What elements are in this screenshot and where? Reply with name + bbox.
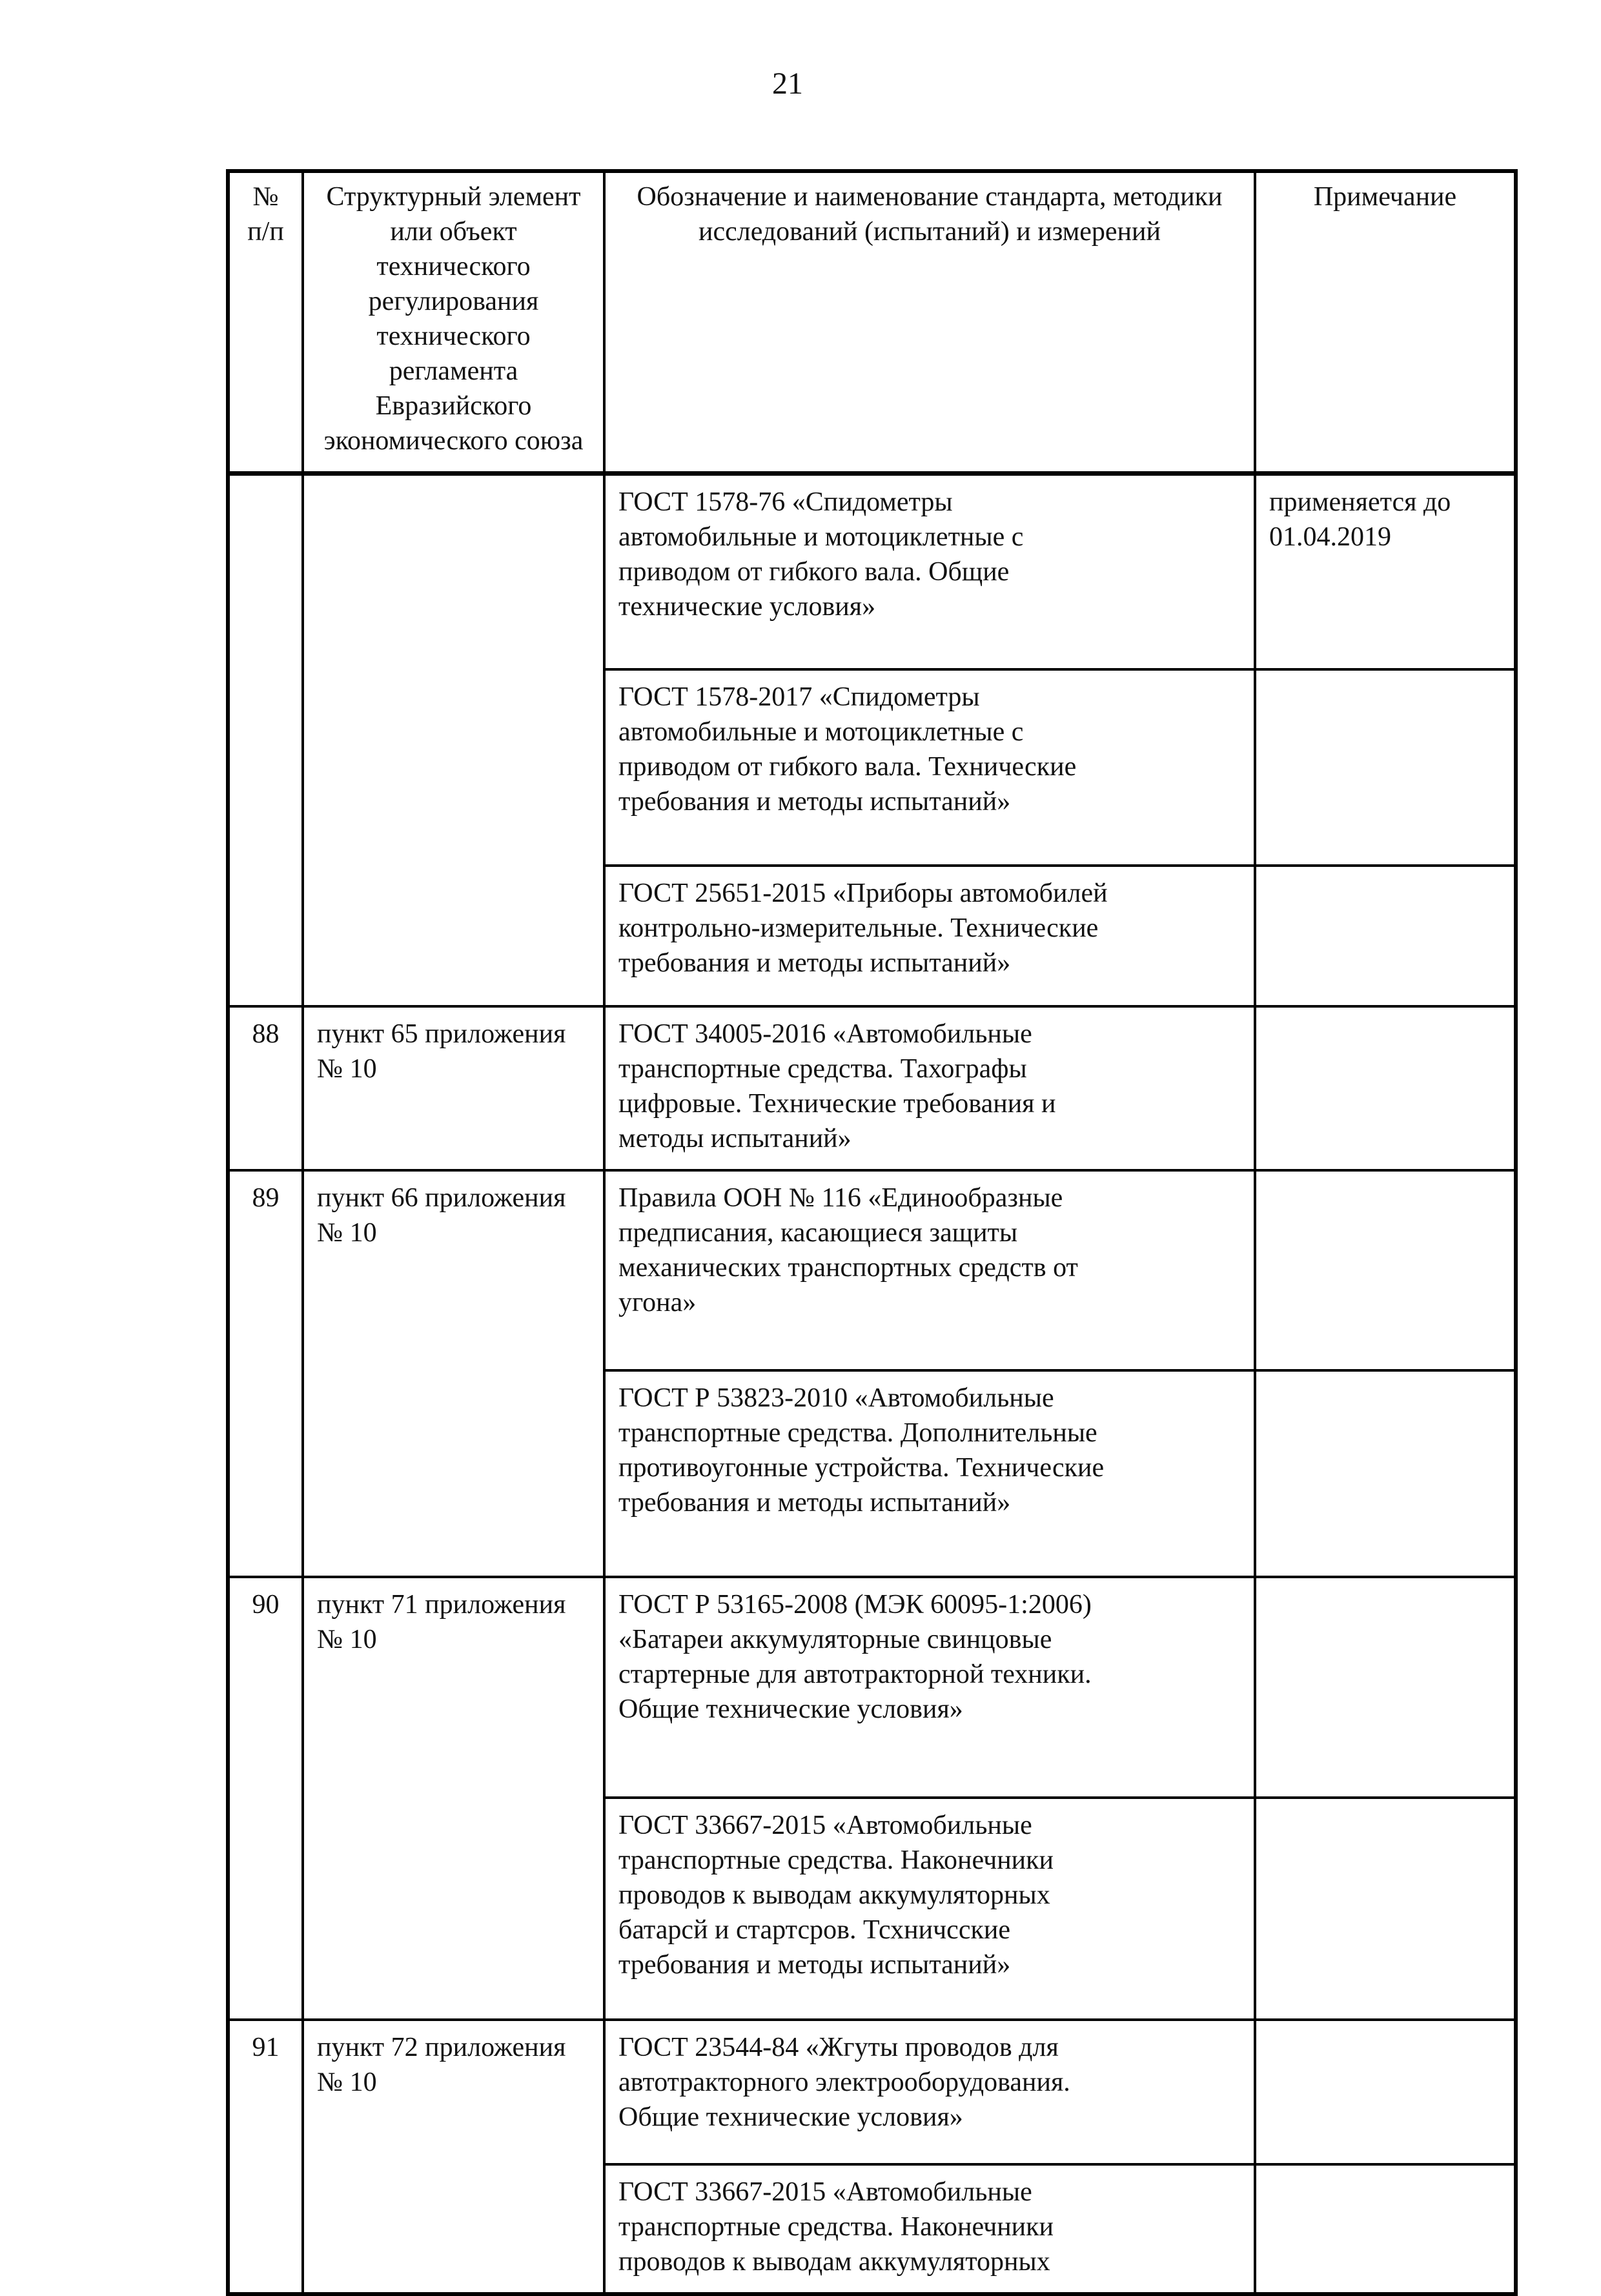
standard-text: ГОСТ 33667-2015 «Автомобильные транспортные средства. Наконечники проводов к выводам аккумуляторных (618, 2177, 1054, 2277)
standard-cell (604, 2020, 1255, 2164)
standard-cell (604, 1170, 1255, 1370)
standard-cell (604, 474, 1255, 670)
note-cell (1255, 2164, 1516, 2294)
column-header-standard: Обозначение и наименование стандарта, методики исследований (испытаний) и измерений (604, 171, 1255, 474)
note-cell (1255, 1370, 1516, 1577)
standard-cell (604, 866, 1255, 1006)
standards-table (226, 169, 1518, 2296)
standard-cell (604, 1798, 1255, 2020)
note-cell (1255, 669, 1516, 866)
table-row (228, 474, 1516, 670)
row-element-cell: пункт 71 приложения № 10 (303, 1577, 604, 2020)
note-cell (1255, 2020, 1516, 2164)
note-cell (1255, 1170, 1516, 1370)
page-number: 21 (772, 66, 803, 101)
note-cell: применяется до 01.04.2019 (1255, 474, 1516, 670)
standard-text: ГОСТ 34005-2016 «Автомобильные транспортные средства. Тахографы цифровые. Технические требования и методы испытаний» (618, 1019, 1056, 1153)
note-cell (1255, 866, 1516, 1006)
table-row (228, 2020, 1516, 2164)
note-cell (1255, 1798, 1516, 2020)
table-row (228, 1170, 1516, 1370)
row-element-cell: пункт 65 приложения № 10 (303, 1006, 604, 1170)
row-num-cell: 91 (228, 2020, 303, 2294)
standard-cell (604, 1577, 1255, 1798)
row-num-cell: 90 (228, 1577, 303, 2020)
note-cell (1255, 1577, 1516, 1798)
standard-text: ГОСТ 23544-84 «Жгуты проводов для автотракторного электрооборудования. Общие технические условия» (618, 2033, 1070, 2132)
standard-text: ГОСТ 1578-2017 «Спидометры автомобильные и мотоциклетные с приводом от гибкого вала. Технические требования и методы испытаний» (618, 682, 1077, 817)
standard-text: Правила ООН № 116 «Единообразные предписания, касающиеся защиты механических транспортных средств от угона» (618, 1183, 1078, 1317)
table-header-row (228, 171, 1516, 474)
row-num-cell: 88 (228, 1006, 303, 1170)
row-num-cell: 89 (228, 1170, 303, 1577)
column-header-note: Примечание (1255, 171, 1516, 474)
row-num-cell (228, 474, 303, 1007)
column-header-num: № п/п (228, 171, 303, 474)
standard-text: ГОСТ 33667-2015 «Автомобильные транспортные средства. Наконечники проводов к выводам аккумуляторных батарсй и стартсров. Тсхничсские требования и методы испытаний» (618, 1811, 1054, 1980)
standard-cell (604, 2164, 1255, 2294)
table-row (228, 1006, 1516, 1170)
standard-cell (604, 669, 1255, 866)
standard-text: ГОСТ Р 53165-2008 (МЭК 60095-1:2006) «Батареи аккумуляторные свинцовые стартерные для автотракторной техники. Общие технические условия» (618, 1590, 1092, 1724)
row-element-cell: пункт 72 приложения № 10 (303, 2020, 604, 2294)
standard-text: ГОСТ Р 53823-2010 «Автомобильные транспортные средства. Дополнительные противоугонные устройства. Технические требования и методы испытаний» (618, 1383, 1105, 1518)
row-element-cell (303, 474, 604, 1007)
standard-text: ГОСТ 25651-2015 «Приборы автомобилей контрольно-измерительные. Технические требования и методы испытаний» (618, 879, 1108, 978)
standard-text: ГОСТ 1578-76 «Спидометры автомобильные и мотоциклетные с приводом от гибкого вала. Общие технические условия» (618, 487, 1024, 622)
note-cell (1255, 1006, 1516, 1170)
standard-cell (604, 1370, 1255, 1577)
row-element-cell: пункт 66 приложения № 10 (303, 1170, 604, 1577)
column-header-element: Структурный элемент или объект технического регулирования технического регламента Евразийского экономического союза (303, 171, 604, 474)
table-row (228, 1577, 1516, 1798)
standard-cell (604, 1006, 1255, 1170)
